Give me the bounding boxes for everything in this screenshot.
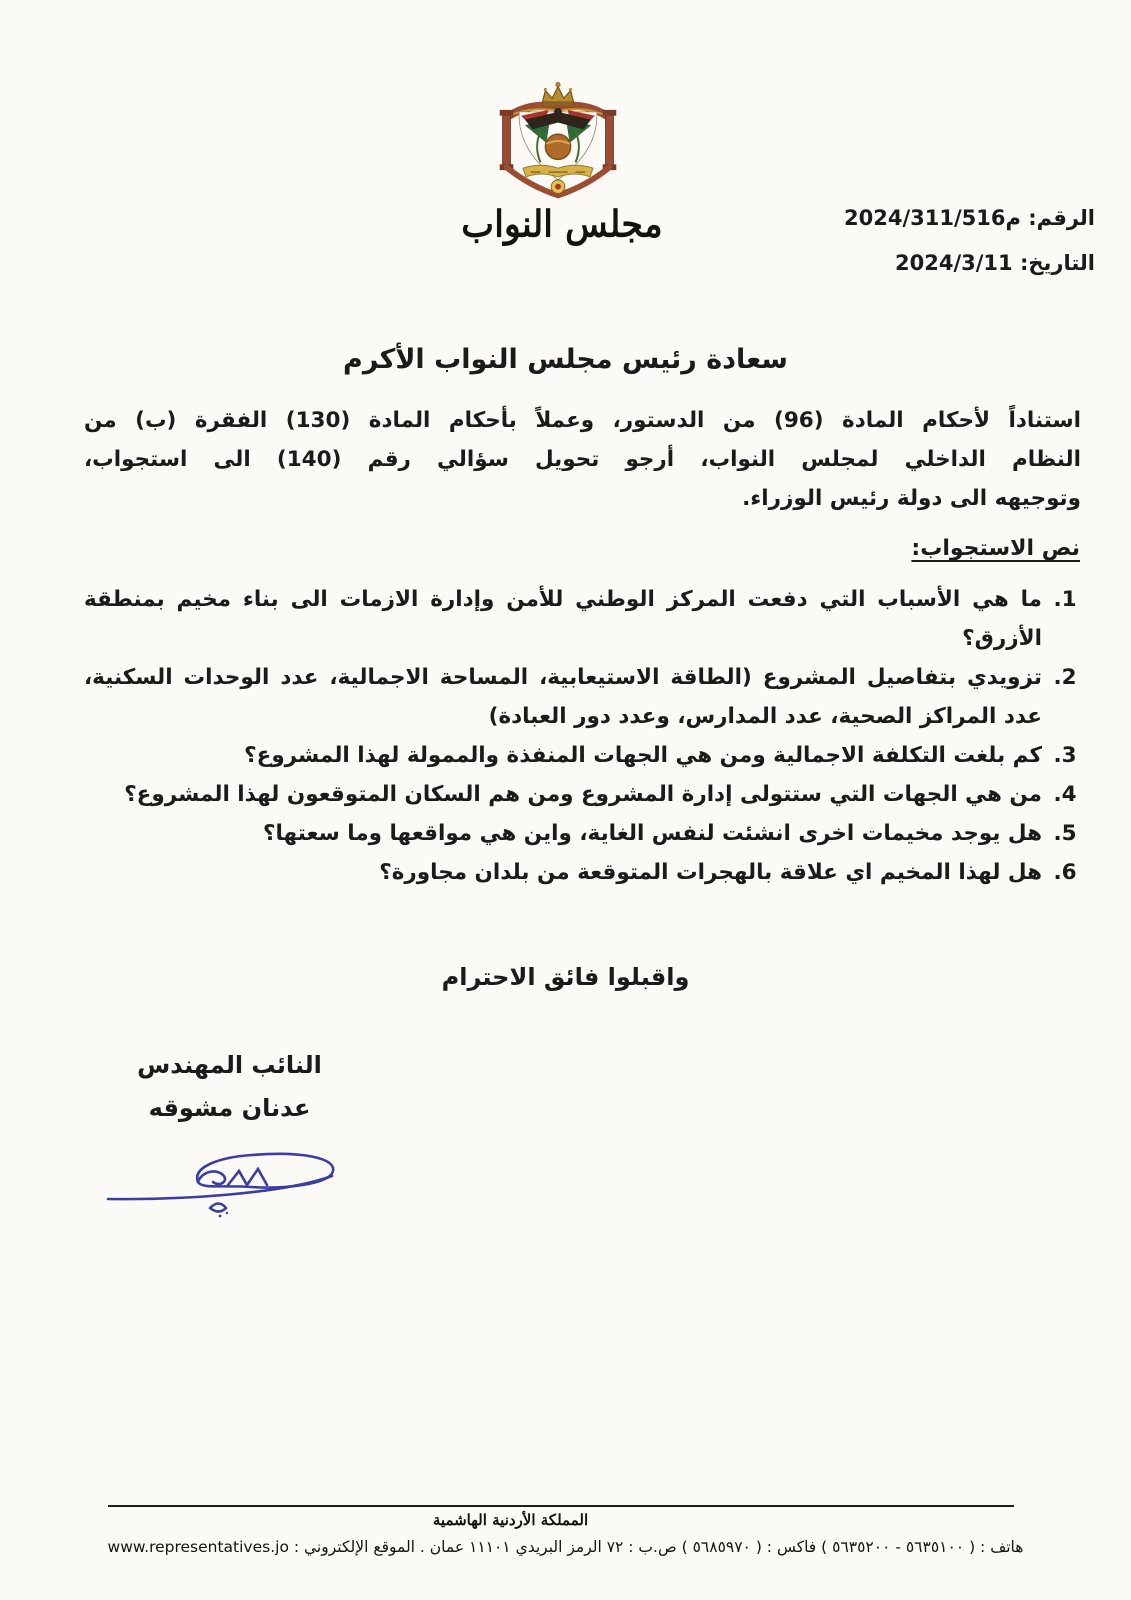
questions-list [84, 580, 1080, 892]
intro-line: النظام الداخلي لمجلس النواب، أرجو تحويل سؤالي رقم (140) الى استجواب، [84, 447, 1081, 472]
question-item-1: 1. ما هي الأسباب التي دفعت المركز الوطني للأمن وإدارة الازمات الى بناء مخيم بمنطقة الأزرق؟ [84, 580, 1046, 658]
question-item-5: 5. هل يوجد مخيمات اخرى انشئت لنفس الغاية، واين هي مواقعها وما سعتها؟ [84, 814, 1046, 853]
signer-name: عدنان مشوقه [148, 1094, 311, 1122]
intro-line: وتوجيهه الى دولة رئيس الوزراء. [742, 486, 1081, 511]
footer-contact-line: هاتف : ( ٥٦٣٥١٠٠ - ٥٦٣٥٢٠٠ ) فاكس : ( ٥٦٨٥٩٧٠ ) ص.ب : ٧٢ الرمز البريدي ١١١٠١ عمان . الموقع الإلكتروني : www.representatives.jo [107, 1538, 1024, 1556]
question-item-2: 2. تزويدي بتفاصيل المشروع (الطاقة الاستيعابية، المساحة الاجمالية، عدد الوحدات السكنية، عدد المراكز الصحية، عدد المدارس، وعدد دور العبادة) [84, 658, 1046, 736]
question-item-6: 6. هل لهذا المخيم اي علاقة بالهجرات المتوقعة من بلدان مجاورة؟ [84, 853, 1046, 892]
salutation-heading: سعادة رئيس مجلس النواب الأكرم [343, 344, 788, 375]
jordan-coat-of-arms-icon [490, 74, 626, 206]
handwritten-signature [100, 1136, 355, 1226]
parliament-calligraphy: مجلس النواب [461, 202, 663, 247]
signature-block [112, 1051, 347, 1122]
date-label: التاريخ: [1019, 251, 1095, 275]
reference-label: الرقم: [1028, 206, 1095, 230]
question-item-4: 4. من هي الجهات التي ستتولى إدارة المشروع ومن هم السكان المتوقعون لهذا المشروع؟ [84, 775, 1046, 814]
closing-salutation: واقبلوا فائق الاحترام [441, 963, 690, 991]
letter-date [895, 251, 1095, 275]
signer-title: النائب المهندس [137, 1051, 322, 1079]
intro-line: استناداً لأحكام المادة (96) من الدستور، وعملاً بأحكام المادة (130) الفقرة (ب) من [84, 408, 1081, 433]
footer-divider [108, 1505, 1014, 1507]
date-value: 2024/3/11 [895, 251, 1013, 275]
interpellation-heading: نص الاستجواب: [911, 536, 1080, 561]
intro-paragraph [84, 401, 1081, 518]
reference-number [844, 206, 1095, 230]
kingdom-calligraphy: المملكة الأردنية الهاشمية [432, 1511, 589, 1529]
reference-value: م2024/311/516 [844, 206, 1021, 230]
question-item-3: 3. كم بلغت التكلفة الاجمالية ومن هي الجهات المنفذة والممولة لهذا المشروع؟ [84, 736, 1046, 775]
